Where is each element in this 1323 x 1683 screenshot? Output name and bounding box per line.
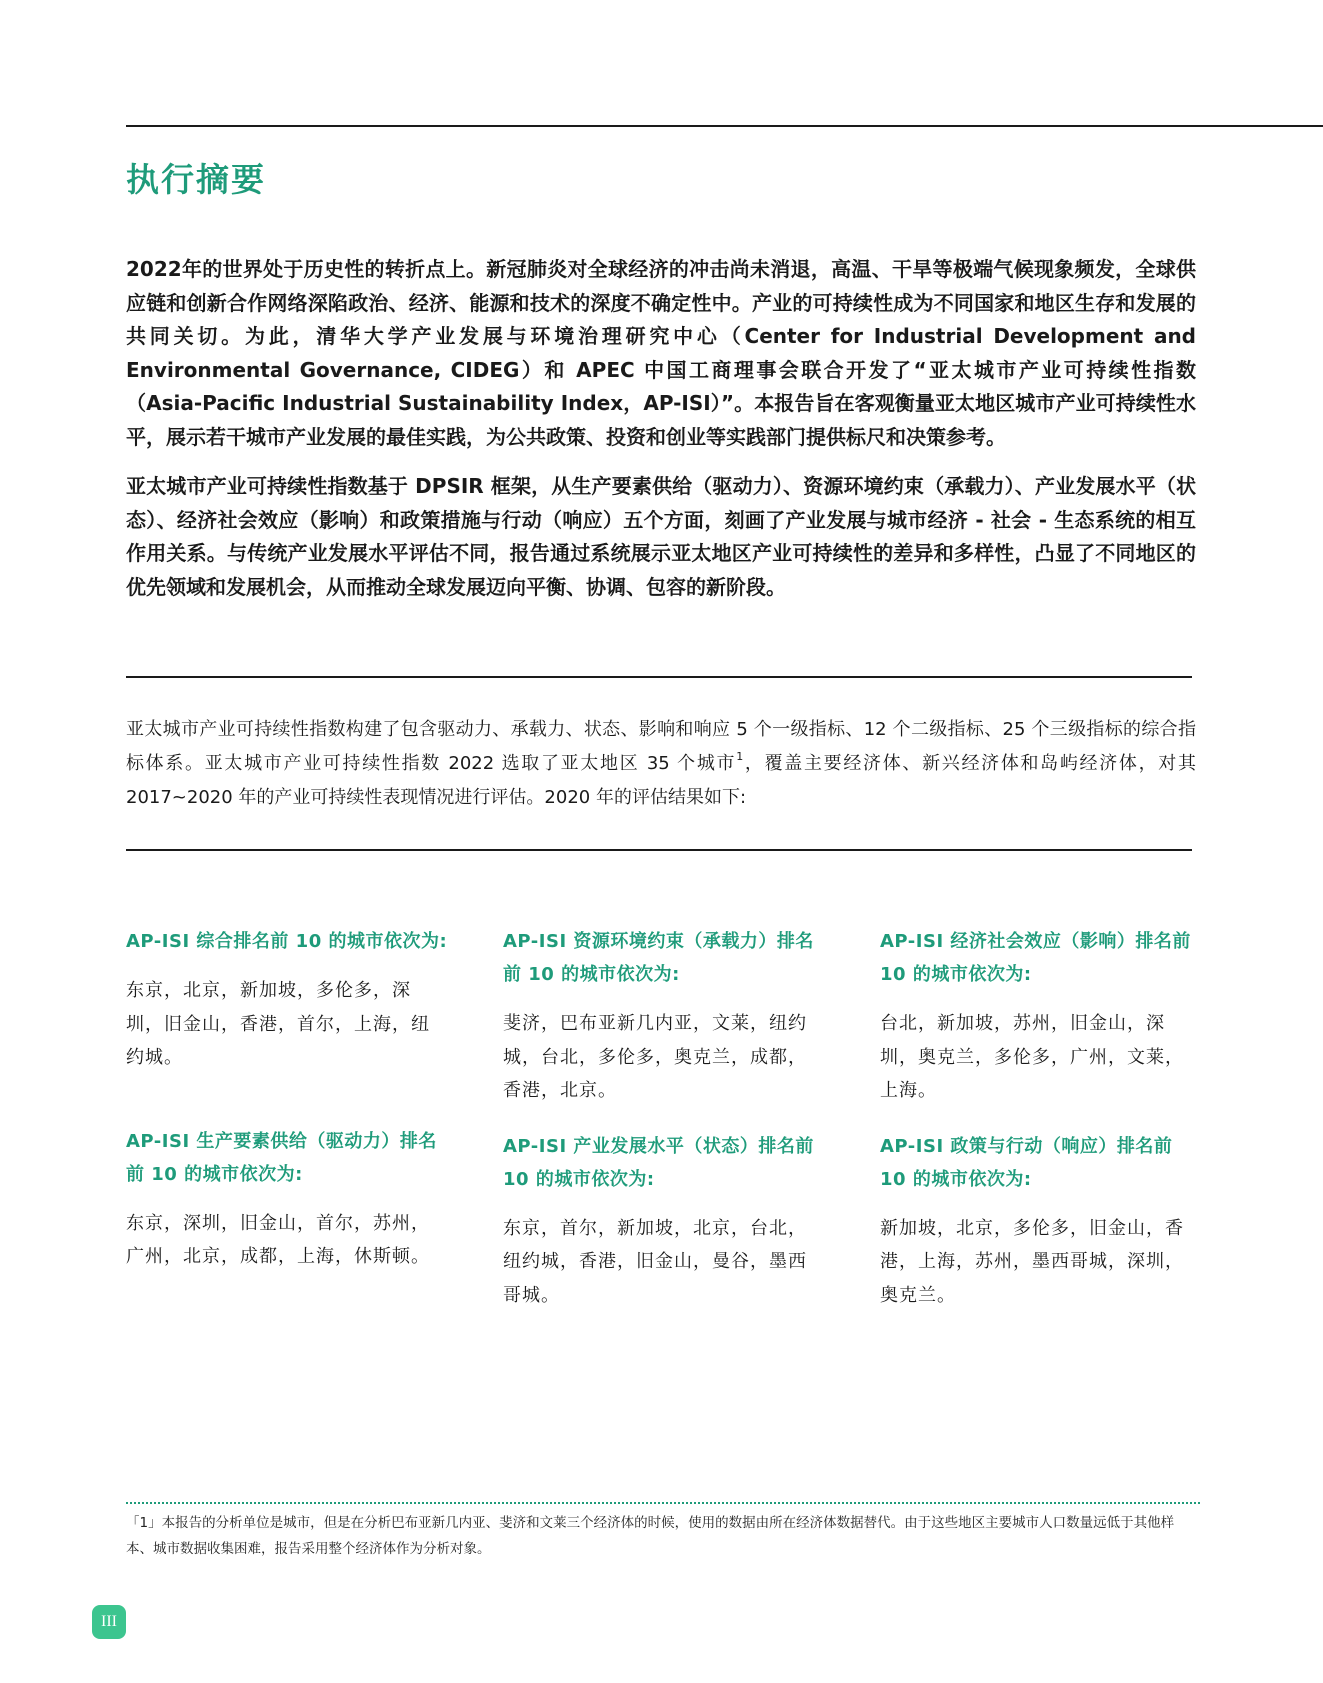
overview-paragraph (126, 713, 1196, 815)
section-divider-top (126, 676, 1192, 678)
ranking-response-heading: AP-ISI 政策与行动（响应）排名前 10 的城市依次为: (880, 1135, 1173, 1190)
overview-text-before: 亚太城市产业可持续性指数构建了包含驱动力、承载力、状态、影响和响应 5 个一级指标、12 个二级指标、25 个三级指标的综合指标体系。亚太城市产业可持续性指数 2022 选取了亚太地区 35 个城市 (126, 719, 1196, 774)
ranking-driver-cities: 东京，深圳，旧金山，首尔，苏州，广州，北京，成都，上海，休斯顿。 (126, 1212, 430, 1267)
section-divider-bottom (126, 849, 1192, 851)
ranking-capacity-heading: AP-ISI 资源环境约束（承载力）排名前 10 的城市依次为: (503, 931, 814, 985)
ranking-capacity-cities: 斐济，巴布亚新几内亚，文莱，纽约城，台北，多伦多，奥克兰，成都，香港，北京。 (503, 1013, 807, 1101)
ranking-overall (126, 925, 448, 1075)
intro-paragraph-1: 2022年的世界处于历史性的转折点上。新冠肺炎对全球经济的冲击尚未消退，高温、干旱等极端气候现象频发，全球供应链和创新合作网络深陷政治、经济、能源和技术的深度不确定性中。产业的可持续性成为不同国家和地区生存和发展的共同关切。为此，清华大学产业发展与环境治理研究中心（Center for Industrial Development and Environmental Governance, CIDEG）和 APEC 中国工商理事会联合开发了“亚太城市产业可持续性指数（Asia-Pacific Industrial Sustainability Index，AP-ISI）”。本报告旨在客观衡量亚太地区城市产业可持续性水平，展示若干城市产业发展的最佳实践，为公共政策、投资和创业等实践部门提供标尺和决策参考。 (126, 257, 1196, 449)
ranking-impact-cities: 台北，新加坡，苏州，旧金山，深圳，奥克兰，多伦多，广州，文莱，上海。 (880, 1013, 1184, 1101)
ranking-driver (126, 1125, 448, 1274)
ranking-overall-cities: 东京，北京，新加坡，多伦多，深圳，旧金山，香港，首尔，上海，纽约城。 (126, 980, 430, 1068)
intro-paragraph-2: 亚太城市产业可持续性指数基于 DPSIR 框架，从生产要素供给（驱动力）、资源环境约束（承载力）、产业发展水平（状态）、经济社会效应（影响）和政策措施与行动（响应）五个方面，刻画了产业发展与城市经济 - 社会 - 生态系统的相互作用关系。与传统产业发展水平评估不同，报告通过系统展示亚太地区产业可持续性的差异和多样性，凸显了不同地区的优先领域和发展机会，从而推动全球发展迈向平衡、协调、包容的新阶段。 (126, 474, 1196, 599)
top-rule (126, 125, 1323, 127)
ranking-impact-heading: AP-ISI 经济社会效应（影响）排名前 10 的城市依次为: (880, 931, 1191, 985)
ranking-impact (880, 925, 1202, 1108)
rankings-column-3 (880, 925, 1202, 1334)
footnote-reference[interactable]: 1 (736, 750, 744, 763)
ranking-response (880, 1130, 1202, 1313)
rankings-column-1 (126, 925, 448, 1296)
ranking-capacity (503, 925, 825, 1108)
footnote-divider (126, 1502, 1200, 1504)
rankings-column-2 (503, 925, 825, 1334)
ranking-state-heading: AP-ISI 产业发展水平（状态）排名前 10 的城市依次为: (503, 1135, 814, 1190)
footnote: 「1」本报告的分析单位是城市，但是在分析巴布亚新几内亚、斐济和文莱三个经济体的时候，使用的数据由所在经济体数据替代。由于这些地区主要城市人口数量远低于其他样本、城市数据收集困难，报告采用整个经济体作为分析对象。 (126, 1515, 1175, 1557)
ranking-driver-heading: AP-ISI 生产要素供给（驱动力）排名前 10 的城市依次为: (126, 1130, 437, 1185)
page-number-badge: III (92, 1605, 126, 1639)
intro-section (126, 253, 1196, 620)
ranking-state-cities: 东京，首尔，新加坡，北京，台北，纽约城，香港，旧金山，曼谷，墨西哥城。 (503, 1217, 807, 1306)
overview-text-after: ，覆盖主要经济体、新兴经济体和岛屿经济体，对其 2017~2020 年的产业可持续性表现情况进行评估。2020 年的评估结果如下: (126, 753, 1196, 808)
page-title: 执行摘要 (126, 160, 266, 199)
ranking-overall-heading: AP-ISI 综合排名前 10 的城市依次为: (126, 931, 448, 952)
ranking-state (503, 1130, 825, 1313)
ranking-response-cities: 新加坡，北京，多伦多，旧金山，香港，上海，苏州，墨西哥城，深圳，奥克兰。 (880, 1217, 1184, 1306)
